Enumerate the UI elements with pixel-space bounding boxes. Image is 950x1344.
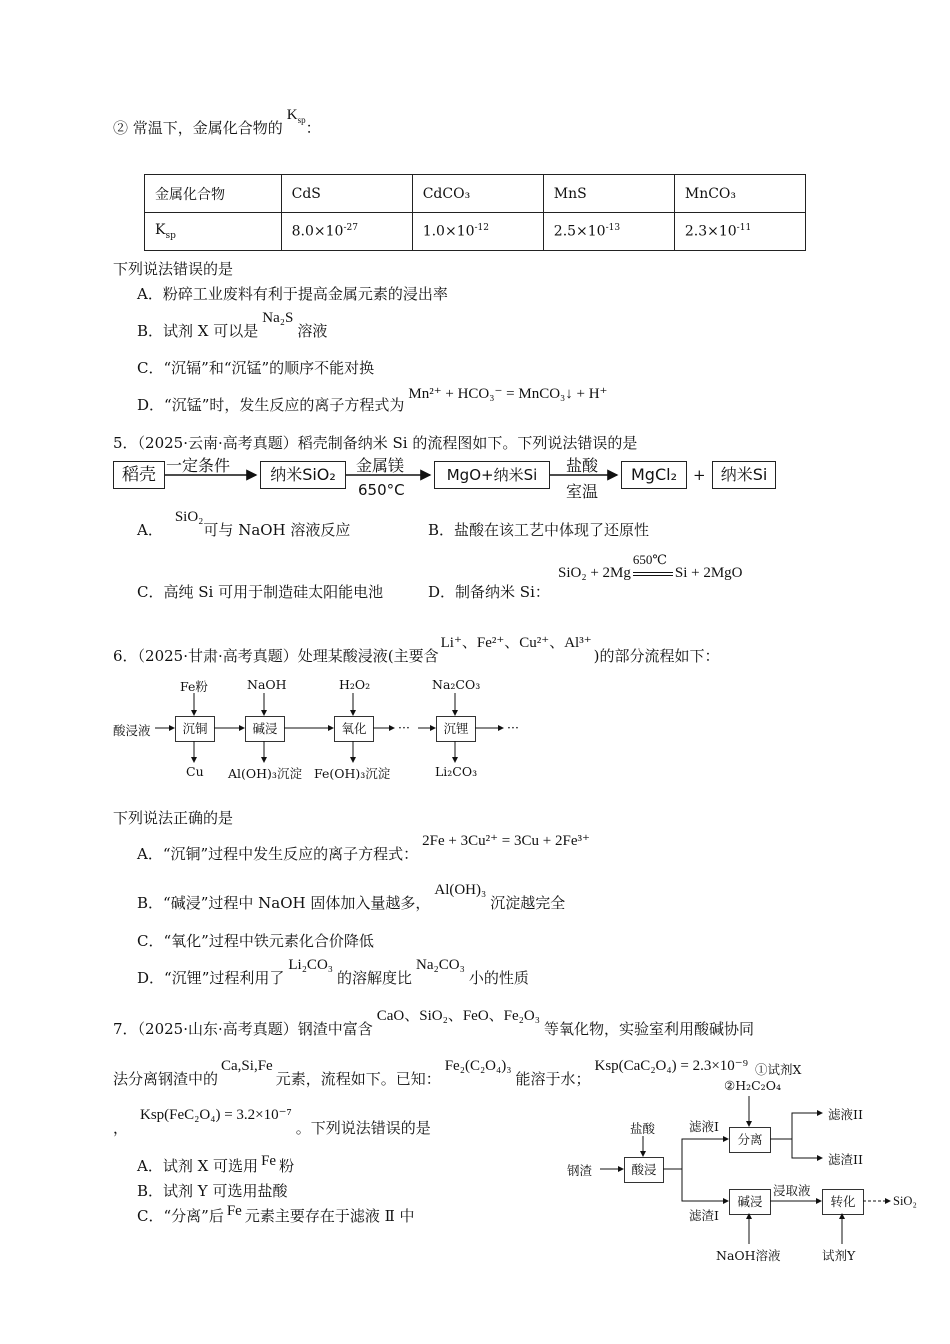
flow-ellipsis: ···: [398, 720, 410, 735]
flow-product: SiO₂: [893, 1194, 917, 1208]
table-header-cell: CdS: [281, 175, 412, 213]
flow-input: 盐酸: [630, 1121, 656, 1136]
flow-start: 钢渣: [567, 1163, 593, 1178]
table-cell: $2.5\times 10^{-13}$: [543, 213, 674, 251]
q6-stem2: 下列说法正确的是: [113, 809, 234, 827]
flow-arrow-label: 一定条件: [166, 456, 231, 475]
q5-option-c: C．高纯 Si 可用于制造硅太阳能电池: [137, 583, 384, 601]
flow-input: NaOH: [247, 677, 287, 692]
q4-option-a: A．粉碎工业废料有利于提高金属元素的浸出率: [137, 285, 448, 303]
flow-input: NaOH溶液: [716, 1248, 781, 1263]
table-header-cell: CdCO₃: [412, 175, 543, 213]
flow-label: 滤渣I: [689, 1208, 719, 1223]
q4-option-b: B．试剂 X 可以是Na₂S溶液: [137, 310, 328, 340]
flow-label: 浸取液: [773, 1183, 811, 1198]
flow-output: 滤渣II: [828, 1152, 863, 1167]
q6-stem: 6．（2025·甘肃·高考真题）处理某酸浸液(主要含Li⁺、Fe²⁺、Cu²⁺、Al³⁺)的部分流程如下：: [113, 635, 720, 665]
flow-arrow-label: 盐酸: [566, 456, 599, 475]
flow-step-separate: 分离: [729, 1127, 771, 1153]
flow-input: ①试剂X: [755, 1062, 802, 1077]
table-cell: $8.0\times 10^{-27}$: [281, 213, 412, 251]
q5-option-b: B．盐酸在该工艺中体现了还原性: [428, 521, 650, 539]
q7-line1: 7．（2025·山东·高考真题）钢渣中富含CaO、SiO₂、FeO、Fe₂O₃等氧化物，实验室利用酸碱协同: [113, 1008, 754, 1038]
q4-option-d: D．“沉锰”时，发生反应的离子方程式为Mn²⁺ + HCO₃⁻ = MnCO₃↓ + H⁺: [137, 386, 608, 414]
table-cell: $2.3\times 10^{-11}$: [674, 213, 805, 251]
flow-step-lithium: 沉锂: [436, 716, 476, 742]
flow-step-oxidize: 氧化: [334, 716, 374, 742]
flow-box-rice-husk: 稻壳: [113, 461, 165, 489]
flow-box-mgo-si: MgO+纳米Si: [434, 461, 550, 489]
q7-option-b: B．试剂 Y 可选用盐酸: [137, 1182, 288, 1200]
table-header-cell: MnS: [543, 175, 674, 213]
flow-input: Na₂CO₃: [432, 677, 481, 692]
flow-input: Fe粉: [180, 679, 208, 694]
q4-stem: 下列说法错误的是: [113, 260, 234, 278]
flow-arrow-label: 金属镁: [356, 456, 405, 475]
flow-label: 滤液I: [689, 1119, 719, 1134]
q5-stem: 5．（2025·云南·高考真题）稻壳制备纳米 Si 的流程图如下。下列说法错误的是: [113, 434, 638, 452]
flow-box-nano-si: 纳米Si: [712, 461, 776, 489]
flow-start: 酸浸液: [113, 723, 151, 738]
flow-step-leach: 酸浸: [624, 1157, 664, 1183]
q7-option-a: A．试剂 X 可选用 Fe 粉: [137, 1153, 295, 1175]
flow-box-nano-sio2: 纳米SiO₂: [260, 461, 346, 489]
flow-output: Cu: [186, 764, 204, 779]
q7-line3: ，Ksp(FeC₂O₄) = 3.2×10⁻⁷。下列说法错误的是: [113, 1107, 431, 1137]
flow-input: ②H₂C₂O₄: [724, 1078, 781, 1093]
flow-output: Fe(OH)₃沉淀: [314, 766, 391, 781]
flow-step-copper: 沉铜: [175, 716, 215, 742]
ksp-intro: ② 常温下，金属化合物的$K_{sp}$：: [113, 107, 321, 137]
q5-option-d-equation: SiO₂ + 2Mg 650℃ Si + 2MgO: [558, 552, 743, 581]
q6-option-c: C．“氧化”过程中铁元素化合价降低: [137, 932, 374, 950]
flow-output: Li₂CO₃: [435, 764, 478, 779]
flow-arrow-condition: 室温: [566, 482, 599, 501]
q5-option-a: A．SiO₂可与 NaOH 溶液反应: [137, 509, 351, 539]
q6-option-d: D．“沉锂”过程利用了Li₂CO₃的溶解度比Na₂CO₃小的性质: [137, 957, 529, 987]
flow-plus: +: [693, 466, 706, 484]
flow-ellipsis: ···: [507, 720, 519, 735]
q5-option-d: D．制备纳米 Si：: [428, 583, 550, 601]
table-header-cell: MnCO₃: [674, 175, 805, 213]
table-cell: $1.0\times 10^{-12}$: [412, 213, 543, 251]
flow-input: H₂O₂: [339, 677, 371, 692]
flow-output: 滤液II: [828, 1107, 863, 1122]
flow-step-convert: 转化: [822, 1189, 864, 1215]
flow-box-mgcl2: MgCl₂: [621, 461, 687, 489]
flow-step-alkali: 碱浸: [245, 716, 285, 742]
q7-line2: 法分离钢渣中的Ca,Si,Fe元素，流程如下。已知：Fe₂(C₂O₄)₃能溶于水；Ksp(CaC₂O₄) = 2.3×10⁻⁹: [113, 1058, 748, 1088]
flow-step-alkali: 碱浸: [729, 1189, 771, 1215]
q4-option-c: C．“沉镉”和“沉锰”的顺序不能对换: [137, 359, 375, 377]
flow-output: Al(OH)₃沉淀: [228, 766, 302, 781]
flow-arrow-condition: 650°C: [358, 481, 405, 499]
flow-input: 试剂Y: [822, 1248, 856, 1263]
q7-option-c: C．“分离”后 Fe 元素主要存在于滤液 Ⅱ 中: [137, 1203, 415, 1225]
q6-option-a: A．“沉铜”过程中发生反应的离子方程式：2Fe + 3Cu²⁺ = 3Cu + 2Fe³⁺: [137, 833, 590, 863]
q6-option-b: B．“碱浸”过程中 NaOH 固体加入量越多，Al(OH)₃沉淀越完全: [137, 882, 566, 912]
table-row-label: $K_{sp}$: [145, 213, 282, 251]
table-header-cell: 金属化合物: [145, 175, 282, 213]
